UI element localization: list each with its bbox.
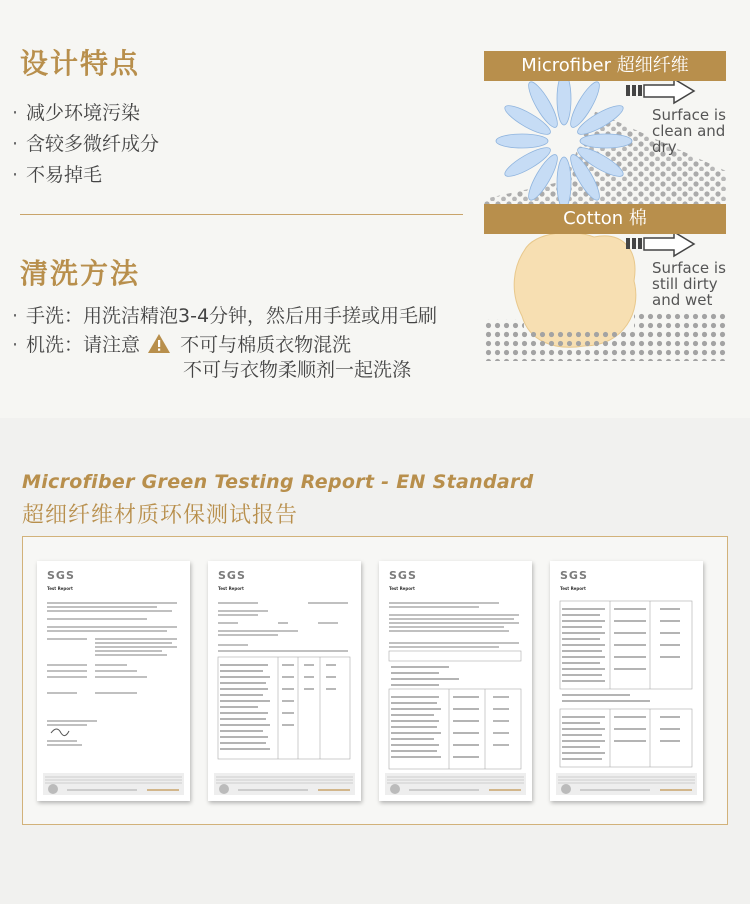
feature-item-label: 含较多微纤成分 xyxy=(26,133,160,155)
cotton-fiber-icon xyxy=(514,233,636,348)
feature-item xyxy=(12,160,102,187)
warning-text-2: 不可与衣物柔顺剂一起洗涤 xyxy=(183,359,412,381)
certificate-heading: Test Report xyxy=(389,586,415,591)
sgs-logo: SGS xyxy=(389,569,417,582)
sgs-logo: SGS xyxy=(47,569,75,582)
microfiber-label: Microfiber 超细纤维 xyxy=(484,51,726,81)
warning-triangle-icon xyxy=(148,334,170,353)
certificate-card[interactable] xyxy=(379,561,532,801)
bullet-dot: · xyxy=(12,334,19,356)
cotton-label: Cotton 棉 xyxy=(484,204,726,234)
bullet-dot: · xyxy=(12,305,19,327)
sgs-logo: SGS xyxy=(218,569,246,582)
arrow-right-icon xyxy=(626,79,694,103)
sgs-logo: SGS xyxy=(560,569,588,582)
certificate-heading: Test Report xyxy=(560,586,586,591)
feature-item xyxy=(12,98,140,125)
report-title-en: Microfiber Green Testing Report - EN Standard xyxy=(22,471,534,493)
section-divider xyxy=(20,214,463,215)
machine-wash-item xyxy=(12,330,351,357)
design-features-section xyxy=(0,0,750,418)
bullet-dot: · xyxy=(12,164,19,186)
certificate-heading: Test Report xyxy=(47,586,73,591)
feature-item-label: 减少环境污染 xyxy=(26,102,141,124)
arrow-right-icon xyxy=(626,232,694,256)
certificate-heading: Test Report xyxy=(218,586,244,591)
certificate-body xyxy=(37,561,190,801)
washing-heading: 清洗方法 xyxy=(20,257,141,290)
certificates-frame xyxy=(22,536,728,825)
feature-item xyxy=(12,129,159,156)
features-heading: 设计特点 xyxy=(20,47,141,80)
hand-wash-item xyxy=(12,301,437,328)
feature-item-label: 不易掉毛 xyxy=(26,164,103,186)
machine-wash-label: 机洗：请注意 xyxy=(26,334,141,356)
certificate-body xyxy=(550,561,703,801)
report-title-cn: 超细纤维材质环保测试报告 xyxy=(22,503,299,528)
cotton-result-text: Surface is still dirty and wet xyxy=(652,259,726,309)
fiber-comparison-diagram xyxy=(484,51,726,361)
certificate-body xyxy=(379,561,532,801)
dirt-particles xyxy=(484,331,726,361)
bullet-dot: · xyxy=(12,102,19,124)
certificate-card[interactable] xyxy=(208,561,361,801)
bullet-dot: · xyxy=(12,133,19,155)
warning-text-1: 不可与棉质衣物混洗 xyxy=(180,334,352,356)
microfiber-result-text: Surface is clean and dry xyxy=(652,106,726,156)
hand-wash-text: 手洗：用洗洁精泡3-4分钟，然后用手搓或用毛刷 xyxy=(26,305,438,327)
certificate-body xyxy=(208,561,361,801)
certificate-card[interactable] xyxy=(550,561,703,801)
certificate-card[interactable] xyxy=(37,561,190,801)
